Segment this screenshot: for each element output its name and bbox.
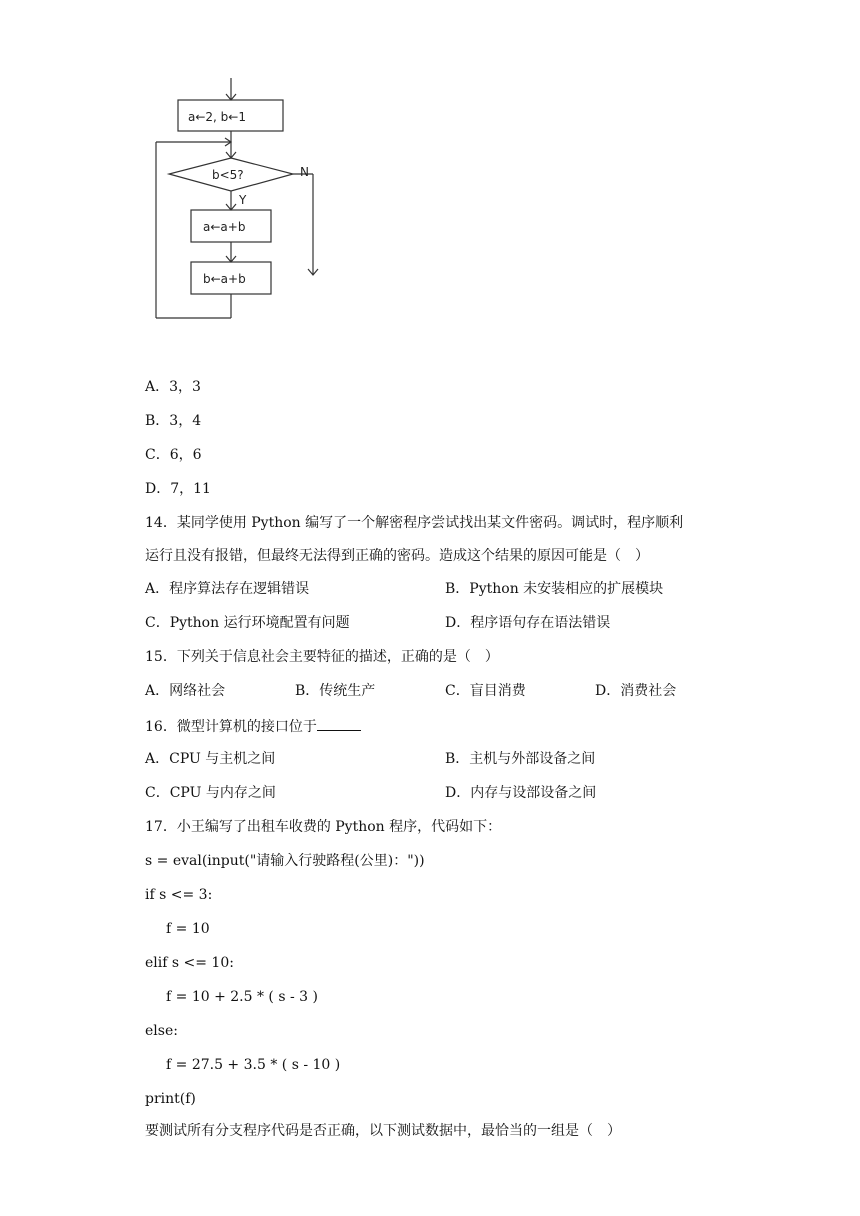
q16-option-a: A．CPU 与主机之间 [145, 751, 276, 767]
q15-option-d: D．消费社会 [595, 683, 677, 699]
q13-option-b: B．3，4 [145, 413, 202, 429]
code-line: print(f) [145, 1091, 196, 1107]
q16-option-b: B．主机与外部设备之间 [445, 751, 596, 767]
flow-condition-text: b<5? [212, 168, 244, 182]
q16-stem-text: 16．微型计算机的接口位于 [145, 719, 317, 735]
flow-yes-label: Y [239, 193, 247, 207]
flowchart [140, 70, 470, 410]
flow-step2-text: b←a+b [203, 272, 246, 286]
q14-option-a: A．程序算法存在逻辑错误 [145, 581, 310, 597]
q16-option-d: D．内存与设部设备之间 [445, 785, 597, 801]
q13-option-d: D．7，11 [145, 481, 211, 497]
q16-option-c: C．CPU 与内存之间 [145, 785, 276, 801]
flow-no-label: N [300, 165, 309, 179]
code-line: s = eval(input("请输入行驶路程(公里)：")) [145, 853, 425, 869]
q14-option-c: C．Python 运行环境配置有问题 [145, 615, 350, 631]
q14-option-b: B．Python 未安装相应的扩展模块 [445, 581, 664, 597]
q15-option-c: C．盲目消费 [445, 683, 526, 699]
flow-step1-text: a←a+b [203, 220, 246, 234]
code-line: elif s <= 10: [145, 955, 234, 971]
flow-init-text: a←2, b←1 [188, 110, 246, 124]
q13-option-c: C．6，6 [145, 447, 202, 463]
code-line: f = 10 [166, 921, 210, 937]
answer-blank [317, 716, 361, 731]
code-line: else: [145, 1023, 178, 1039]
q14-stem-line2: 运行且没有报错，但最终无法得到正确的密码。造成这个结果的原因可能是（ ） [145, 548, 649, 564]
q13-option-a: A．3，3 [145, 379, 201, 395]
code-line: f = 27.5 + 3.5 * ( s - 10 ) [166, 1057, 341, 1073]
q15-option-b: B．传统生产 [295, 683, 376, 699]
q16-stem [145, 716, 361, 736]
q15-stem: 15．下列关于信息社会主要特征的描述，正确的是（ ） [145, 649, 499, 665]
q14-option-d: D．程序语句存在语法错误 [445, 615, 611, 631]
q17-question: 要测试所有分支程序代码是否正确，以下测试数据中，最恰当的一组是（ ） [145, 1123, 621, 1139]
code-line: f = 10 + 2.5 * ( s - 3 ) [166, 989, 318, 1005]
q14-stem-line1: 14．某同学使用 Python 编写了一个解密程序尝试找出某文件密码。调试时，程序顺利 [145, 515, 684, 531]
q17-stem: 17．小王编写了出租车收费的 Python 程序，代码如下： [145, 819, 502, 835]
code-line: if s <= 3: [145, 887, 213, 903]
q15-option-a: A．网络社会 [145, 683, 226, 699]
